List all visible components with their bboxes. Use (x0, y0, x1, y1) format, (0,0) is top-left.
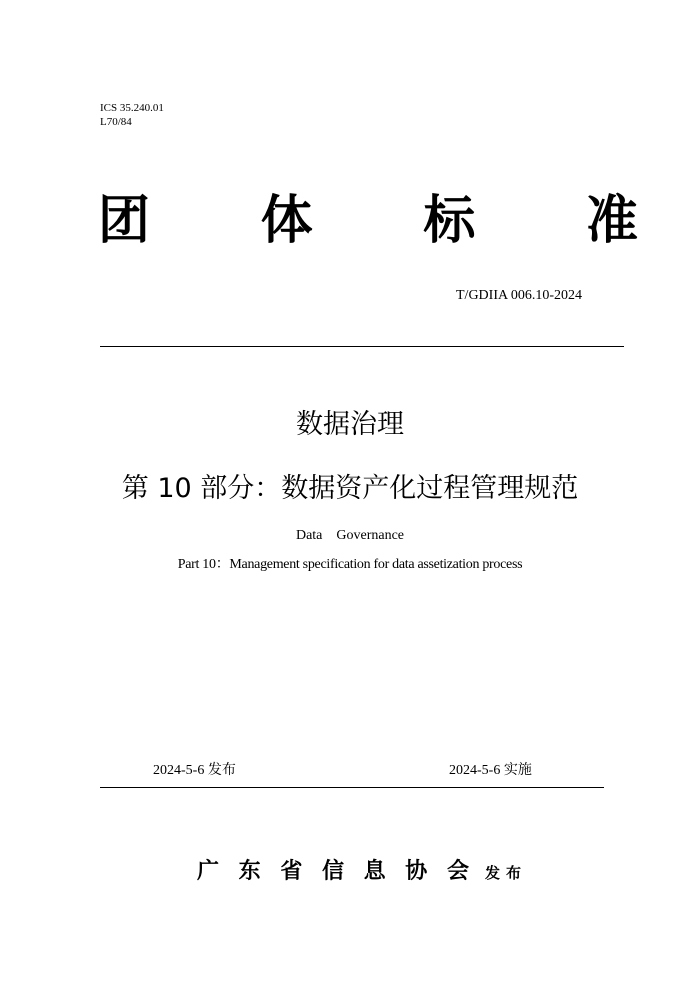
bottom-divider (100, 787, 604, 788)
publish-date: 2024-5-6 (153, 763, 205, 778)
title-english-part: Part 10：Management specification for data assetization process (177, 557, 523, 572)
doc-type-char: 体 (260, 191, 313, 251)
doc-type-char: 标 (423, 191, 476, 251)
publisher-char: 广 (197, 859, 220, 884)
top-divider (100, 346, 624, 347)
title-chinese-part: 第 10 部分：数据资产化过程管理规范 (121, 473, 579, 504)
publisher-suffix: 发布 (484, 864, 527, 882)
standard-number: T/GDIIA 006.10-2024 (456, 288, 582, 303)
implement-date-line (449, 760, 532, 781)
title-chinese-main: 数据治理 (296, 409, 404, 440)
publisher-char: 息 (363, 859, 386, 884)
publisher-line (197, 856, 527, 888)
publish-date-line (153, 760, 236, 781)
doc-type-char: 团 (98, 191, 151, 251)
publisher-char: 信 (321, 859, 344, 884)
document-type-heading (98, 186, 638, 256)
publisher-char: 协 (405, 859, 428, 884)
publisher-char: 东 (238, 859, 261, 884)
implement-date: 2024-5-6 (449, 763, 501, 778)
publish-label: 发布 (207, 762, 236, 778)
publisher-char: 会 (446, 859, 469, 884)
ccs-code: L70/84 (100, 116, 132, 128)
title-english-main: Data Governance (295, 528, 405, 543)
publisher-name (197, 856, 469, 888)
implement-label: 实施 (503, 762, 532, 778)
ics-code: ICS 35.240.01 (100, 102, 164, 114)
publisher-char: 省 (280, 859, 303, 884)
classification-codes (100, 101, 164, 129)
doc-type-char: 准 (585, 191, 638, 251)
